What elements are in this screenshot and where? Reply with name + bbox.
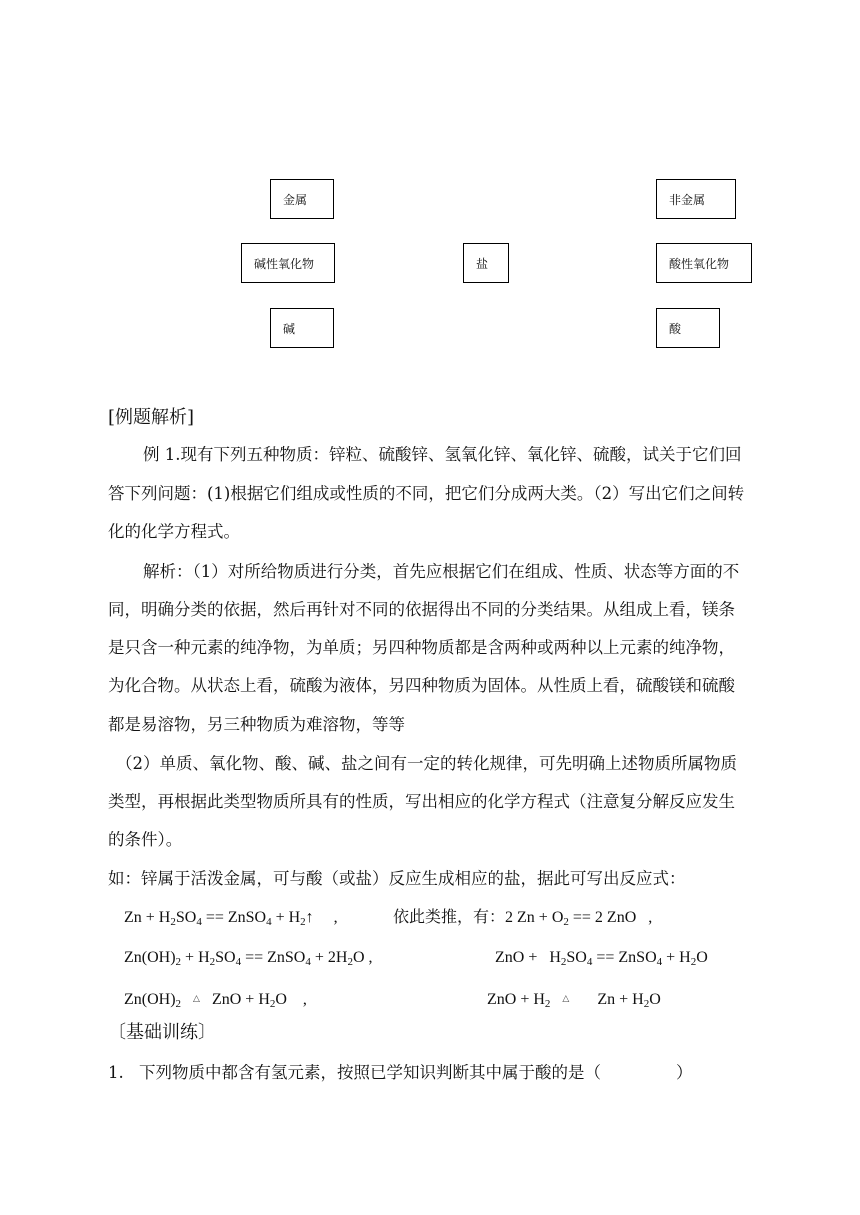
heat-triangle-icon: △ <box>193 993 200 1003</box>
box-label: 盐 <box>476 256 489 271</box>
equation-zno-h2so4: ZnO + $H_2SO_4$ == ZnSO$_4$ + $H_2O$ <box>495 949 708 968</box>
analysis-text-line: 如：锌属于活泼金属，可与酸（或盐）反应生成相应的盐，据此可写出反应式： <box>108 869 686 888</box>
diagram-box-base <box>270 308 334 348</box>
analysis-text-line: 都是易溶物，另三种物质为难溶物，等等 <box>108 715 405 734</box>
equation-zn-h2so4: $Zn + H_2SO_4$ == ZnSO$_4$ + $H_2↑$ , <box>124 909 338 928</box>
analysis-text-line: （2）单质、氧化物、酸、碱、盐之间有一定的转化规律，可先明确上述物质所属物质 <box>116 754 737 773</box>
box-label: 碱 <box>283 321 296 336</box>
analysis-text-line: 是只含一种元素的纯净物，为单质；另四种物质都是含两种或两种以上元素的纯净物， <box>108 638 735 657</box>
analysis-text-line: 的条件）。 <box>108 830 183 849</box>
analysis-text-line: 为化合物。从状态上看，硫酸为液体，另四种物质为固体。从性质上看，硫酸镁和硫酸 <box>108 676 735 695</box>
equation-zno-h2: ZnO + $H_2$ △ $Zn + H_2O$ <box>487 991 661 1010</box>
diagram-box-salt <box>463 243 509 283</box>
diagram-box-nonmetal <box>656 179 736 219</box>
box-label: 非金属 <box>669 192 706 207</box>
analysis-text-line: 同，明确分类的依据，然后再针对不同的依据得出不同的分类结果。从组成上看，镁条 <box>108 600 735 619</box>
section-heading-basic: 〔基础训练〕 <box>108 1022 216 1043</box>
section-heading-example: [例题解析] <box>108 407 195 428</box>
diagram-box-acidic-oxide <box>656 243 752 283</box>
example-text-line: 化的化学方程式。 <box>108 522 240 541</box>
equation-znoh2-decompose: $Zn(OH)_2$ △ ZnO + $H_2O$ , <box>124 991 307 1010</box>
analysis-text-line: 类型，再根据此类型物质所具有的性质，写出相应的化学方程式（注意复分解反应发生 <box>108 792 735 811</box>
box-label: 酸性氧化物 <box>669 256 730 271</box>
equation-znoh2-h2so4: $Zn(OH)_2 + H_2SO_4$ == ZnSO$_4$ + $2H_2O$ , <box>124 949 373 968</box>
diagram-box-basic-oxide <box>241 243 335 283</box>
box-label: 碱性氧化物 <box>254 256 315 271</box>
question-text: 下列物质中都含有氢元素，按照已学知识判断其中属于酸的是（ <box>139 1063 601 1082</box>
box-label: 金属 <box>283 192 308 207</box>
diagram-box-acid <box>656 308 720 348</box>
diagram-box-metal <box>270 179 334 219</box>
question-number: 1. <box>108 1063 124 1082</box>
example-text-line: 答下列问题：(1)根据它们组成或性质的不同，把它们分成两大类。（2）写出它们之间转 <box>108 484 745 503</box>
question-close-paren: ） <box>676 1063 693 1082</box>
equation-analogy-text: 依此类推，有：2 $Zn + O_2 == 2$ ZnO , <box>393 909 653 928</box>
example-text-line: 例 1.现有下列五种物质：锌粒、硫酸锌、氢氧化锌、氧化锌、硫酸，试关于它们回 <box>143 445 742 464</box>
heat-triangle-icon: △ <box>562 993 570 1003</box>
analysis-text-line: 解析：（1）对所给物质进行分类，首先应根据它们在组成、性质、状态等方面的不 <box>143 562 740 581</box>
analogy-label: 依此类推，有： <box>393 909 506 926</box>
box-label: 酸 <box>669 321 682 336</box>
